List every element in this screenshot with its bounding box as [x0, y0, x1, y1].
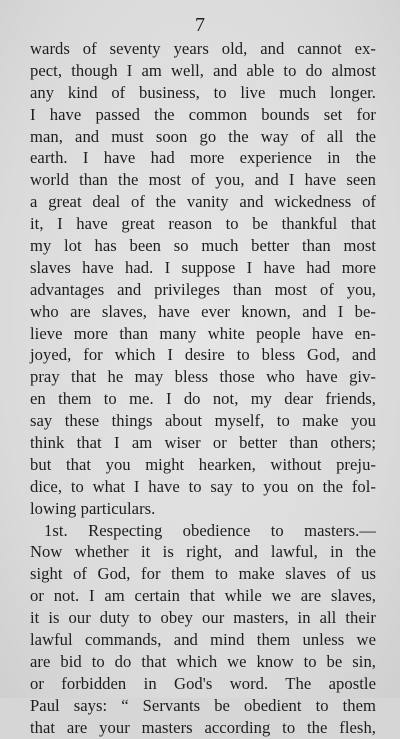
text-line: slaves have had. I suppose I have had more — [30, 257, 376, 277]
text-line: dice, to what I have to say to you on the fol- — [30, 476, 376, 496]
text-line: think that I am wiser or better than others; — [30, 433, 376, 453]
text-line: advantages and privileges than most of you, — [30, 279, 376, 299]
page-number: 7 — [195, 14, 205, 36]
text-line: but that you might hearken, without preju- — [30, 454, 376, 474]
text-line: Paul says: “ Servants be obedient to them — [30, 695, 376, 715]
text-line: pray that he may bless those who have giv- — [30, 367, 376, 387]
text-line: that are your masters according to the flesh, — [30, 717, 376, 737]
text-line: man, and must soon go the way of all the — [30, 126, 376, 146]
text-line: my lot has been so much better than most — [30, 236, 376, 256]
text-line: it, I have great reason to be thankful that — [30, 214, 376, 234]
text-line: Now whether it is right, and lawful, in the — [30, 542, 376, 562]
text-line: say these things about myself, to make you — [30, 411, 376, 431]
text-line: who are slaves, have ever known, and I be- — [30, 301, 376, 321]
text-line: sight of God, for them to make slaves of us — [30, 564, 376, 584]
text-line: or not. I am certain that while we are slaves, — [30, 586, 376, 606]
text-line: world than the most of you, and I have seen — [30, 170, 376, 190]
body-text — [30, 38, 376, 739]
text-line: 1st. Respecting obedience to masters.— — [44, 520, 376, 540]
text-line: lawful commands, and mind them unless we — [30, 630, 376, 650]
text-line: a great deal of the vanity and wickedness of — [30, 192, 376, 212]
text-line: I have passed the common bounds set for — [30, 104, 376, 124]
text-line: earth. I have had more experience in the — [30, 148, 376, 168]
text-line: pect, though I am well, and able to do almost — [30, 60, 376, 80]
text-line: any kind of business, to live much longer. — [30, 82, 376, 102]
text-line: lieve more than many white people have en- — [30, 323, 376, 343]
text-line: joyed, for which I desire to bless God, and — [30, 345, 376, 365]
text-line: lowing particulars. — [30, 498, 156, 518]
text-line: it is our duty to obey our masters, in all their — [30, 608, 376, 628]
text-line: wards of seventy years old, and cannot ex- — [30, 39, 376, 58]
text-line: or forbidden in God's word. The apostle — [30, 673, 376, 693]
text-line: are bid to do that which we know to be sin, — [30, 651, 376, 671]
text-line: en them to me. I do not, my dear friends, — [30, 389, 376, 409]
